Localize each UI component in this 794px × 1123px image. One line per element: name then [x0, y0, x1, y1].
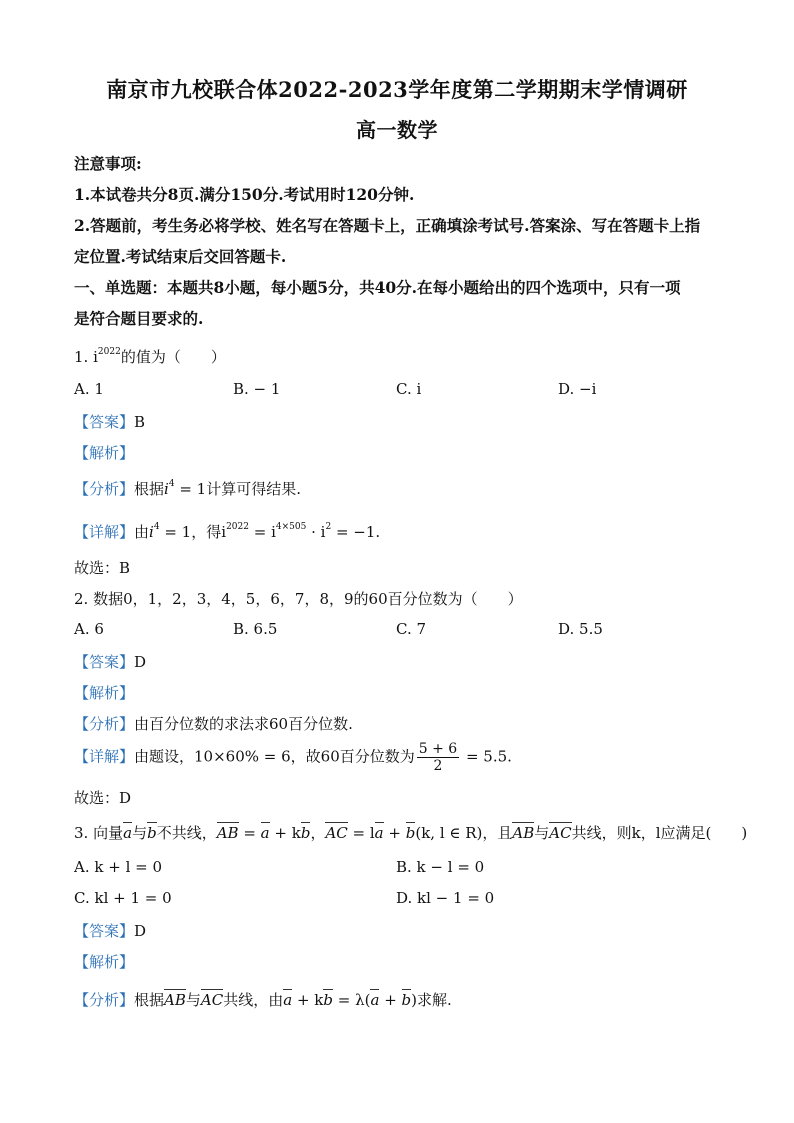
notice-item-2-line-1: 2.答题前，考生务必将学校、姓名写在答题卡上，正确填涂考试号.答案涂、写在答题卡上指	[74, 216, 701, 235]
notice-item-2-line-2: 定位置.考试结束后交回答题卡.	[74, 247, 287, 266]
question-2	[74, 588, 523, 609]
math-expression: $i^{2022}$	[93, 347, 121, 366]
q3-analysis-label: 【解析】	[74, 953, 135, 971]
question-3: 3. 向量a与b不共线，AB = a + kb，AC = la + b(k, l ∈ R)，且AB与AC共线，则k，l应满足( )	[74, 824, 748, 842]
q1-option-d: D. −i	[558, 380, 597, 398]
q1-option-a: A. 1	[74, 380, 104, 398]
q1-fenxi: 【分析】根据$i^4 = 1$计算可得结果.	[74, 479, 302, 498]
q2-fenxi: 【分析】由百分位数的求法求60百分位数.	[74, 715, 353, 733]
q1-choose: 故选：B	[74, 559, 131, 577]
q2-option-c: C. 7	[396, 620, 427, 638]
q1-answer: 【答案】B	[74, 413, 146, 431]
q2-option-a: A. 6	[74, 620, 104, 638]
page-title: 南京市九校联合体2022-2023学年度第二学期期末学情调研	[106, 77, 688, 102]
q2-analysis-label: 【解析】	[74, 684, 135, 702]
q3-option-b: B. k − l = 0	[396, 858, 485, 876]
notice-item-1: 1.本试卷共分8页.满分150分.考试用时120分钟.	[74, 185, 415, 204]
question-number: 1.	[74, 348, 89, 366]
question-stem: 数据0，1，2，3，4，5，6，7，8，9的60百分位数为（ ）	[93, 590, 523, 608]
q2-choose: 故选：D	[74, 789, 132, 807]
q3-fenxi: 【分析】根据AB与AC共线，由a + kb = λ(a + b)求解.	[74, 991, 452, 1009]
q2-detail: 【详解】由题设，10×60% = 6，故60百分位数为 $\frac{5 + 6}{2}$ = 5.5.	[74, 741, 512, 774]
q1-detail: 【详解】由$i^4 = 1$，得$i^{2022} = i^{4\times 505} \cdot i^2 = -1$.	[74, 522, 381, 541]
q3-option-c: C. kl + 1 = 0	[74, 889, 172, 907]
q3-answer: 【答案】D	[74, 922, 147, 940]
q3-option-d: D. kl − 1 = 0	[396, 889, 495, 907]
fraction: $\frac{5 + 6}{2}$	[418, 741, 458, 774]
q2-option-b: B. 6.5	[233, 620, 278, 638]
notice-heading: 注意事项:	[74, 154, 142, 173]
question-stem: 的值为（ ）	[120, 348, 226, 366]
q3-option-a: A. k + l = 0	[74, 858, 163, 876]
q1-analysis-label: 【解析】	[74, 444, 135, 462]
section-heading-line-1: 一、单选题：本题共8小题，每小题5分，共40分.在每小题给出的四个选项中，只有一项	[74, 278, 681, 297]
section-heading-line-2: 是符合题目要求的.	[74, 309, 204, 328]
q1-option-c: C. i	[396, 380, 422, 398]
question-1	[74, 346, 226, 367]
q2-option-d: D. 5.5	[558, 620, 603, 638]
q1-option-b: B. − 1	[233, 380, 281, 398]
q2-answer: 【答案】D	[74, 653, 147, 671]
question-number: 2.	[74, 590, 89, 608]
page-subtitle: 高一数学	[356, 118, 438, 142]
